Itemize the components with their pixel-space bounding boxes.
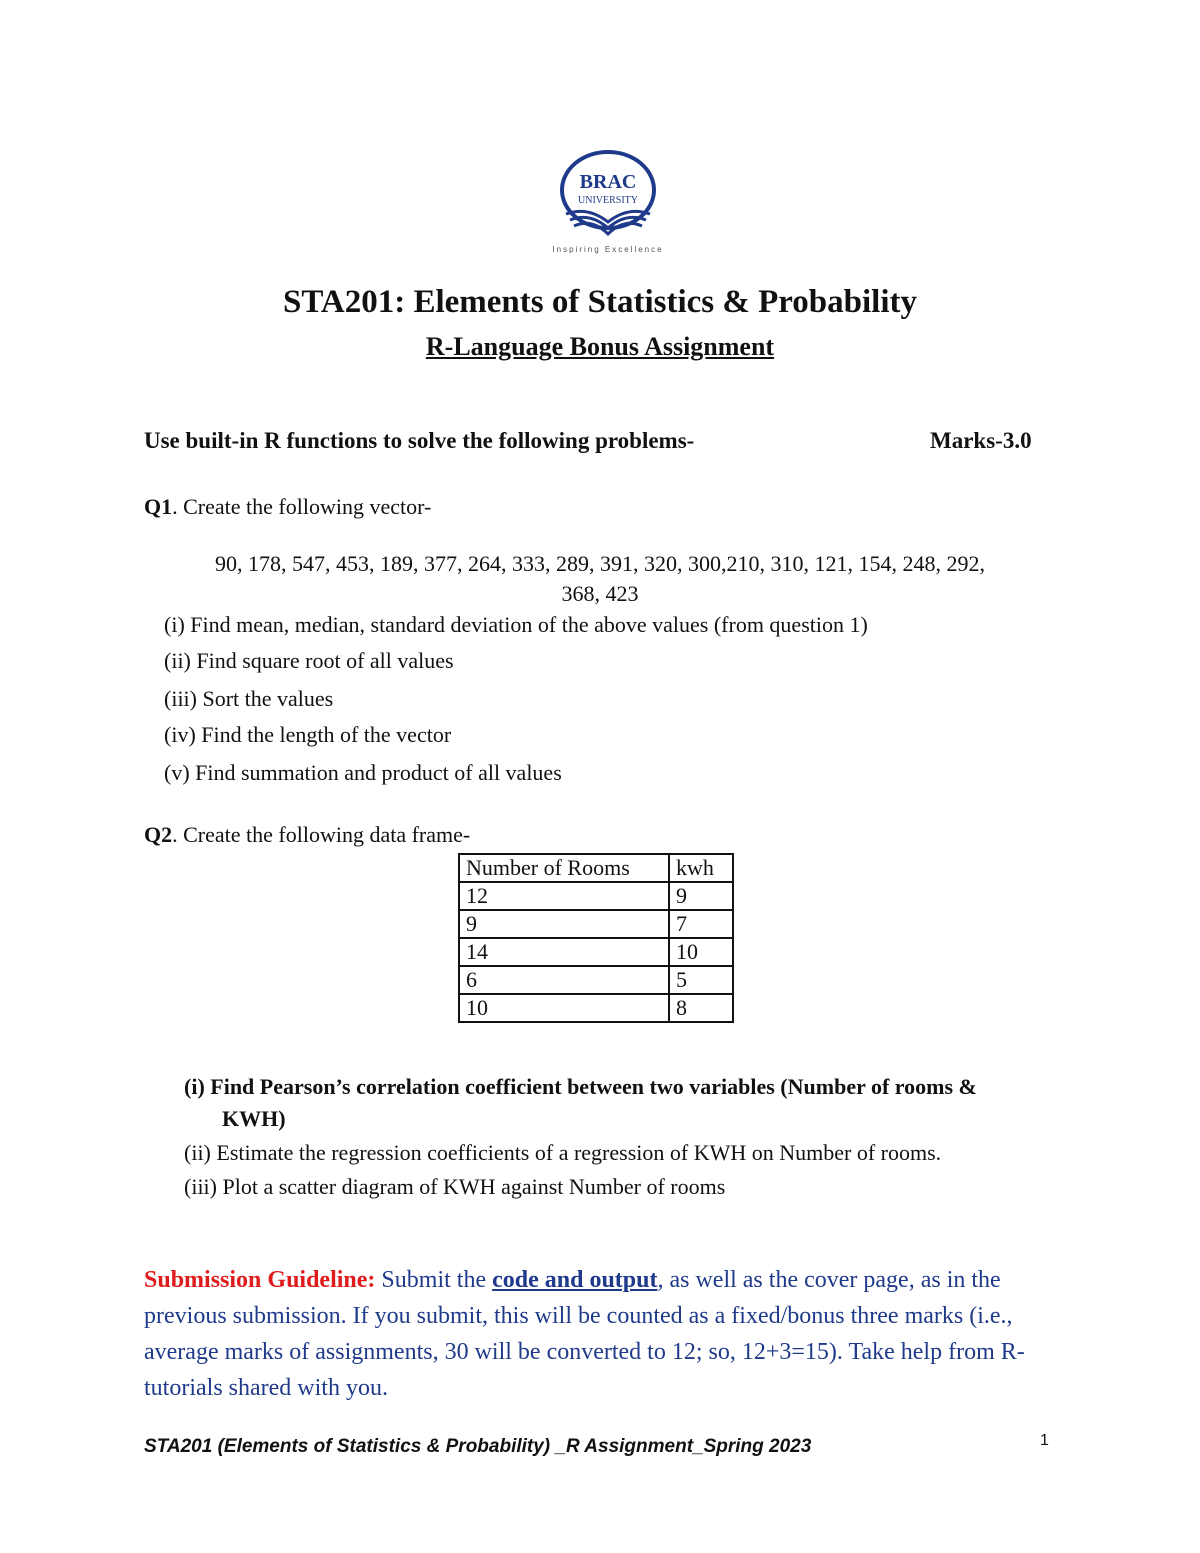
page-number: 1 [1040, 1432, 1049, 1449]
guideline-emphasis: code and output [492, 1267, 658, 1293]
q1-label: Q1 [144, 494, 173, 519]
table-cell: 10 [459, 994, 669, 1022]
marks-text: Marks-3.0 [930, 428, 1032, 453]
document-title: STA201: Elements of Statistics & Probability [282, 284, 917, 320]
table-row [459, 994, 733, 1022]
q1-item: (iv) Find the length of the vector [164, 722, 452, 747]
table-cell: 9 [669, 882, 733, 910]
q1-item: (i) Find mean, median, standard deviation of the above values (from question 1) [164, 612, 868, 637]
q1-item: (ii) Find square root of all values [164, 648, 454, 673]
q1-vector-line1: 90, 178, 547, 453, 189, 377, 264, 333, 289, 391, 320, 300,210, 310, 121, 154, 248, 292, [215, 551, 985, 576]
q2-text: . Create the following data frame- [172, 822, 471, 847]
q2-heading [144, 822, 470, 848]
table-header-cell: kwh [669, 854, 733, 882]
document-subtitle: R-Language Bonus Assignment [425, 332, 775, 361]
table-row [459, 910, 733, 938]
guideline-text-before: Submit the [375, 1267, 493, 1293]
q2-item-3: (iii) Plot a scatter diagram of KWH against Number of rooms [184, 1174, 726, 1199]
logo-name-line2: UNIVERSITY [578, 195, 638, 206]
brac-university-logo [548, 148, 668, 258]
logo-tagline: Inspiring Excellence [552, 245, 664, 254]
table-cell: 14 [459, 938, 669, 966]
table-cell: 8 [669, 994, 733, 1022]
q2-label: Q2 [144, 822, 173, 847]
instruction-text: Use built-in R functions to solve the following problems- [144, 428, 695, 453]
q1-item: (iii) Sort the values [164, 686, 334, 711]
q1-heading [144, 494, 431, 520]
table-cell: 7 [669, 910, 733, 938]
q2-item-2: (ii) Estimate the regression coefficients of a regression of KWH on Number of rooms. [184, 1140, 942, 1165]
table-row [459, 938, 733, 966]
table-header-row [459, 854, 733, 882]
table-cell: 10 [669, 938, 733, 966]
data-frame-table [458, 853, 734, 1023]
table-header-cell: Number of Rooms [459, 854, 669, 882]
table-cell: 12 [459, 882, 669, 910]
q2-item-1: (i) Find Pearson’s correlation coefficient between two variables (Number of rooms & [184, 1074, 977, 1099]
submission-guideline [144, 1262, 1084, 1406]
q1-vector-line2: 368, 423 [561, 581, 639, 606]
guideline-text-after: , as well as the cover page, as in the previous submission. If you submit, this will be counted as a fixed/bonus three marks (i.e., average marks of assignments, 30 will be converted to 12; so, 12+3=15). Take help from R- tutorials shared with you. [144, 1267, 1025, 1401]
page-footer: STA201 (Elements of Statistics & Probability) _R Assignment_Spring 2023 [144, 1436, 812, 1457]
table-cell: 6 [459, 966, 669, 994]
guideline-label: Submission Guideline: [144, 1267, 376, 1293]
table-row [459, 966, 733, 994]
table-row [459, 882, 733, 910]
q1-item: (v) Find summation and product of all values [164, 760, 562, 785]
table-cell: 9 [459, 910, 669, 938]
q2-item-1-continued: KWH) [222, 1106, 286, 1131]
table-cell: 5 [669, 966, 733, 994]
logo-name-line1: BRAC [579, 171, 637, 193]
q1-text: . Create the following vector- [172, 494, 432, 519]
